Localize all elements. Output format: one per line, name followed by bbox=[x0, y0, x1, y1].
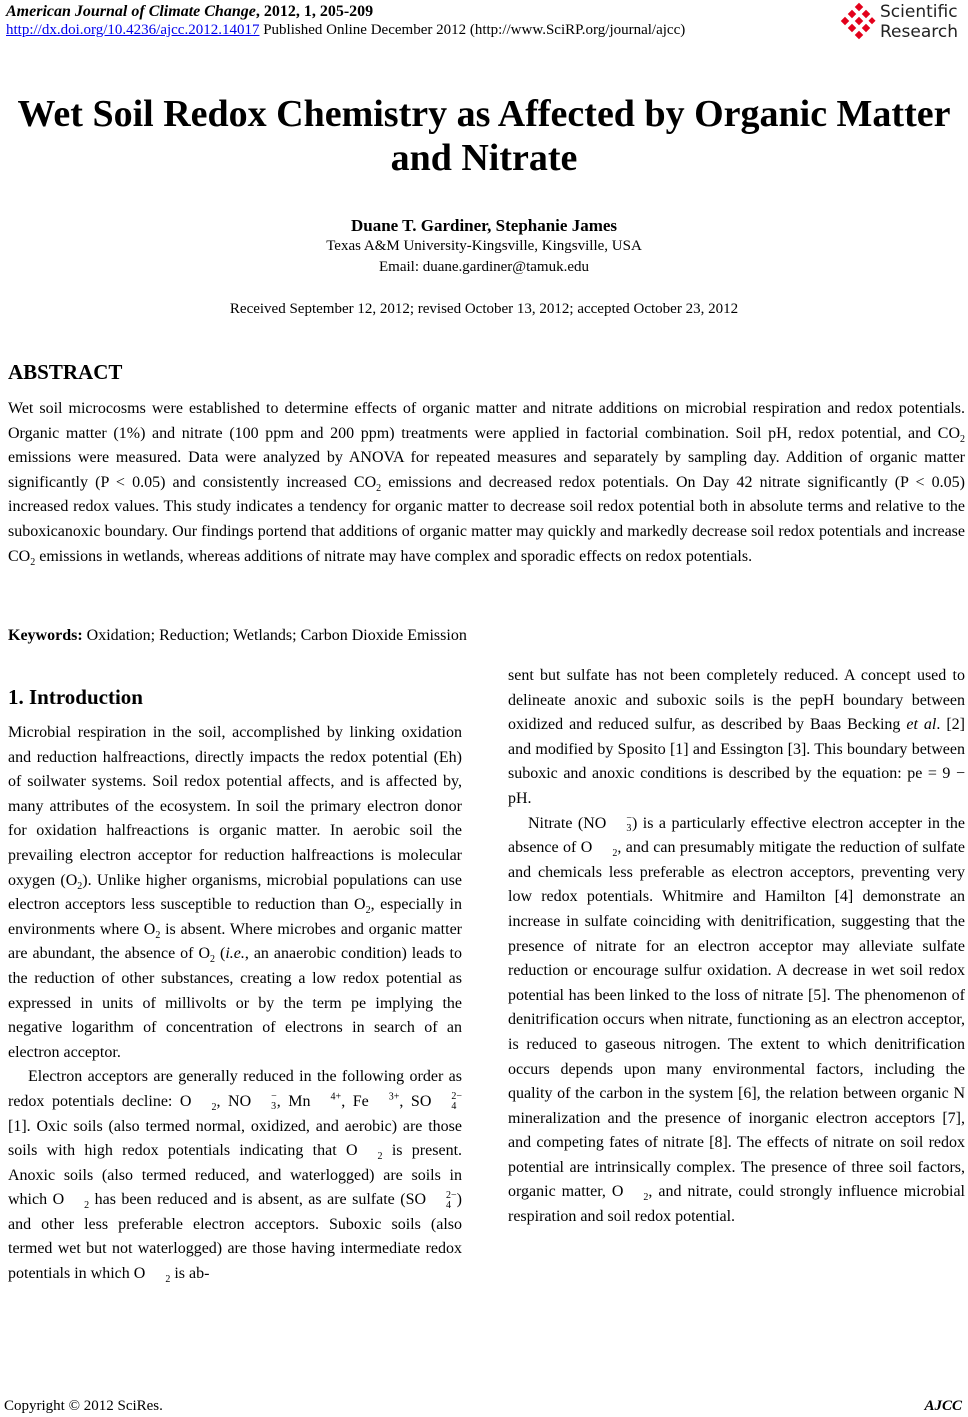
email: Email: duane.gardiner@tamuk.edu bbox=[379, 259, 589, 275]
paragraph: Microbial respiration in the soil, accomplished by linking oxidation and reduction halfreactions, directly impacts the redox potential (Eh) of soilwater systems. Soil redox potential affects, and is affected by, many attributes of the ecosystem. In soil the primary electron donor for oxidation halfreactions is organic matter. In aerobic soil the prevailing electron acceptor for reduction halfreactions is molecular oxygen $(O_2)$. Unlike higher organisms, microbial populations can use electron acceptors less susceptible to reduction than $O_2$, especially in environments where $O_2$ is absent. Where microbes and organic matter are abundant, the absence of $O_2$ (i.e., an anaerobic condition) leads to the reduction of other substances, creating a low redox potential as expressed in units of millivolts or by the term pe implying the negative logarithm of concentration of electrons in search of an electron acceptor. bbox=[8, 724, 463, 1061]
chemical-index: 2 bbox=[365, 905, 371, 917]
abstract-heading: ABSTRACT bbox=[8, 360, 123, 384]
affiliation: Texas A&M University-Kingsville, Kingsville, USA bbox=[326, 238, 642, 254]
right-column bbox=[508, 664, 965, 1230]
copyright: Copyright © 2012 SciRes. bbox=[4, 1398, 163, 1414]
chemical-index: 2 bbox=[960, 433, 965, 445]
paragraph: Nitrate (NO − 3 ) is a particularly effective electron accepter in the absence of O $_2$, and can presumably mitigate the reduction of sulfate and chemicals less preferable as electron acceptors, preventing very low redox potentials. Whitmire and Hamilton [4] demonstrate an increase in sulfate coinciding with denitrification, suggesting that the presence of nitrate for an electron acceptor may alleviate sulfate reduction or encourage sulfur oxidation. A decrease in wet soil redox potential has been linked to the loss of nitrate [5]. The phenomenon of denitrification occurs when nitrate, functioning as an electron acceptor, is reduced to gaseous nitrogen. The extent to which denitrification occurs depends upon many environmental factors, including the quality of the carbon in the system [6], the relation between organic N mineralization and the presence of inorganic electron acceptors [7], and competing fates of nitrate [8]. The effects of nitrate on soil redox potential are intrinsically complex. The presence of three soil factors, organic matter, O $_2$, and nitrate, could strongly influence microbial respiration and soil redox potential. bbox=[508, 812, 966, 1226]
paragraph: sent but sulfate has not been completely reduced. A concept used to delineate anoxic and suboxic soils is the pepH boundary between oxidized and reduced sulfur, as described by Baas Becking et al. [2] and modified by Sposito [1] and Essington [3]. This boundary between suboxic and anoxic conditions is described by the equation: pe = 9 − pH. bbox=[508, 667, 966, 807]
journal-abbreviation: AJCC bbox=[924, 1398, 962, 1414]
chemical-index: 2 bbox=[165, 1274, 171, 1286]
chemical-index: 2 bbox=[377, 1151, 383, 1163]
chemical-index: − 3 bbox=[271, 1091, 277, 1113]
received-dates: Received September 12, 2012; revised October 13, 2012; accepted October 23, 2012 bbox=[229, 301, 739, 317]
logo-diamonds-icon bbox=[838, 2, 878, 42]
chemical-index: 2 bbox=[643, 1192, 649, 1204]
chemical-index: 2 bbox=[376, 482, 382, 494]
left-column bbox=[8, 721, 462, 1287]
chemical-index: 2 bbox=[210, 954, 216, 966]
abstract-text: Wet soil microcosms were established to determine effects of organic matter and nitrate additions on microbial respiration and redox potentials. Organic matter (1%) and nitrate (100 ppm and 200 ppm) treatments were applied in factorial combination. Soil pH, redox potential, and $CO_2$ emissions were measured. Data were analyzed by ANOVA for repeated measures and separately by sampling day. Addition of organic matter significantly (P < 0.05) and consistently increased $CO_2$ emissions and decreased redox potentials. On Day 42 nitrate significantly (P < 0.05) increased redox values. This study indicates a tendency for organic matter to decrease soil redox potential both in absolute terms and relative to the suboxicanoxic boundary. Our findings portend that additions of organic matter may quickly and markedly decrease soil redox potentials and increase $CO_2$ emissions in wetlands, whereas additions of nitrate may have complex and sporadic effects on redox potentials. bbox=[8, 400, 966, 568]
paper-title: Wet Soil Redox Chemistry as Affected by Organic Matter and Nitrate bbox=[17, 93, 951, 179]
journal-citation: American Journal of Climate Change, 2012, 1, 205-209 bbox=[6, 3, 374, 20]
publisher-logo bbox=[838, 2, 968, 46]
italic-text: i.e. bbox=[225, 945, 245, 963]
chemical-index: 4+ bbox=[330, 1091, 342, 1103]
doi-link[interactable]: http://dx.doi.org/10.4236/ajcc.2012.14017 bbox=[6, 22, 260, 38]
chemical-index: − 3 bbox=[626, 812, 632, 834]
section-heading-introduction: 1. Introduction bbox=[8, 685, 143, 709]
chemical-index: 2 bbox=[30, 556, 36, 568]
chemical-index: 2 bbox=[612, 848, 618, 860]
authors: Duane T. Gardiner, Stephanie James bbox=[350, 216, 618, 235]
italic-text: et al bbox=[906, 716, 937, 734]
chemical-index: 2− 4 bbox=[446, 1189, 457, 1211]
chemical-index: 2 bbox=[84, 1200, 90, 1212]
paragraph: Electron acceptors are generally reduced in the following order as redox potentials decline: O $_2$, NO − 3 , Mn $^{4+}$, Fe $^{3+}$, SO 2− 4 [1]. Oxic soils (also termed normal, oxidized, and aerobic) are those soils with high redox potentials indicating that O $_2$ is present. Anoxic soils (also termed reduced, and waterlogged) are soils in which O $_2$ has been reduced and is absent, as are sulfate (SO 2− 4 ) and other less preferable electron acceptors. Suboxic soils (also termed wet but not waterlogged) are those having intermediate redox potentials in which O $_2$ is ab- bbox=[8, 1068, 463, 1286]
chemical-index: 2 bbox=[155, 929, 161, 941]
chemical-index: 2 bbox=[211, 1102, 217, 1114]
keywords: Keywords: Oxidation; Reduction; Wetlands; Carbon Dioxide Emission bbox=[8, 627, 467, 644]
publication-info: http://dx.doi.org/10.4236/ajcc.2012.14017 Published Online December 2012 (http://www.SciRP.org/journal/ajcc) bbox=[6, 22, 686, 38]
chemical-index: 2− 4 bbox=[451, 1091, 463, 1113]
logo-text: Scientific Research bbox=[880, 2, 958, 42]
chemical-index: 3+ bbox=[388, 1091, 400, 1103]
chemical-index: 2 bbox=[77, 880, 83, 892]
